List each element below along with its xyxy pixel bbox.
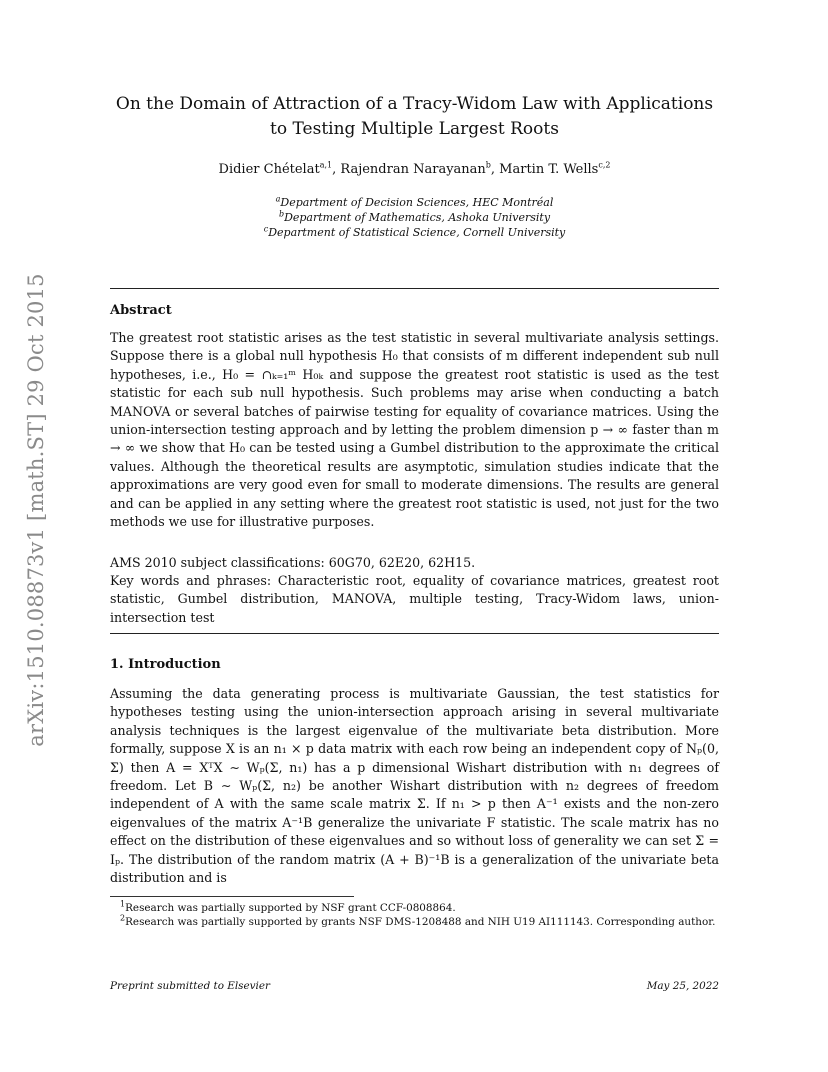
- arxiv-sidebar-stamp: [14, 270, 58, 750]
- introduction-heading: 1. Introduction: [110, 657, 221, 672]
- author-sup: b: [485, 160, 491, 170]
- affiliation-mark: b: [278, 209, 285, 219]
- affiliation-text: Department of Decision Sciences, HEC Montréal: [280, 196, 554, 209]
- abstract-text: The greatest root statistic arises as the test statistic in several multivariate analysis settings. Suppose there is a global null hypothesis H₀ that consists of m different independent sub null hypotheses, i.e., H₀ = ∩ₖ₌₁ᵐ H₀ₖ and suppose the greatest root statistic is used as the test statistic for each sub null hypothesis. Such problems may arise when conducting a batch MANOVA or several batches of pairwise testing for equality of covariance matrices. Using the union-intersection testing approach and by letting the problem dimension p → ∞ faster than m → ∞ we show that H₀ can be tested using a Gumbel distribution to the approximate the critical values. Although the theoretical results are asymptotic, simulation studies indicate that the approximations are very good even for small to moderate dimensions. The results are general and can be applied in any setting where the greatest root statistic is used, not just for the two methods we use for illustrative purposes.: [110, 330, 719, 530]
- affiliation-text: Department of Statistical Science, Cornell University: [268, 226, 566, 239]
- abstract-heading: Abstract: [110, 303, 172, 318]
- footnote-rule: [110, 896, 354, 897]
- footnote-2: [110, 915, 719, 930]
- footnote-text: Research was partially supported by NSF grant CCF-0808864.: [125, 902, 456, 914]
- affiliation-mark: a: [275, 194, 281, 204]
- affiliation-mark: c: [263, 224, 269, 234]
- title-line-1: On the Domain of Attraction of a Tracy-Widom Law with Applications: [115, 94, 714, 114]
- affiliation-list: [110, 195, 719, 240]
- page-footer: [110, 980, 719, 992]
- author-list: Didier Chételat$^{a,1}$, Rajendran Narayanan$^b$, Martin T. Wells$^{c,2}$: [218, 160, 611, 177]
- top-rule: [110, 288, 719, 289]
- affiliation: [110, 225, 719, 240]
- arxiv-id: arXiv:1510.08873v1 [math.ST] 29 Oct 2015: [24, 273, 48, 747]
- footer-left: Preprint submitted to Elsevier: [110, 980, 270, 992]
- footnote-text: Research was partially supported by grants NSF DMS-1208488 and NIH U19 AI111143. Corresponding author.: [125, 916, 716, 928]
- title-line-2: to Testing Multiple Largest Roots: [270, 119, 559, 139]
- ams-classification: AMS 2010 subject classifications: 60G70, 62E20, 62H15.: [110, 555, 476, 570]
- affiliation: [110, 210, 719, 225]
- affiliation-text: Department of Mathematics, Ashoka University: [284, 211, 551, 224]
- introduction-text: Assuming the data generating process is multivariate Gaussian, the test statistics for hypotheses testing using the union-intersection approach arising in several multivariate analysis techniques is the largest eigenvalue of the multivariate beta distribution. More formally, suppose X is an n₁ × p data matrix with each row being an independent copy of Nₚ(0, Σ) then A = XᵀX ∼ Wₚ(Σ, n₁) has a p dimensional Wishart distribution with n₁ degrees of freedom. Let B ∼ Wₚ(Σ, n₂) be another Wishart distribution with n₂ degrees of freedom independent of A with the same scale matrix Σ. If n₁ > p then A⁻¹ exists and the non-zero eigenvalues of the matrix A⁻¹B generalize the univariate F statistic. The scale matrix has no effect on the distribution of these eigenvalues and so without loss of generality we can set Σ = Iₚ. The distribution of the random matrix (A + B)⁻¹B is a generalization of the univariate beta distribution and is: [110, 686, 719, 886]
- footnote-1: [110, 901, 719, 916]
- author-sup: c,2: [598, 160, 611, 170]
- footer-date: May 25, 2022: [646, 980, 719, 992]
- author-name: Rajendran Narayanan: [340, 162, 486, 177]
- paper-title: [110, 92, 719, 142]
- author-name: Didier Chételat: [218, 162, 320, 177]
- author-sup: a,1: [319, 160, 333, 170]
- bottom-rule: [110, 633, 719, 634]
- keywords: Key words and phrases: Characteristic root, equality of covariance matrices, greatest root statistic, Gumbel distribution, MANOVA, multiple testing, Tracy-Widom laws, union-intersection test: [110, 573, 719, 625]
- footnote-mark: 2: [120, 913, 126, 923]
- affiliation: [110, 195, 719, 210]
- footnote-mark: 1: [120, 899, 126, 909]
- author-name: Martin T. Wells: [499, 162, 599, 177]
